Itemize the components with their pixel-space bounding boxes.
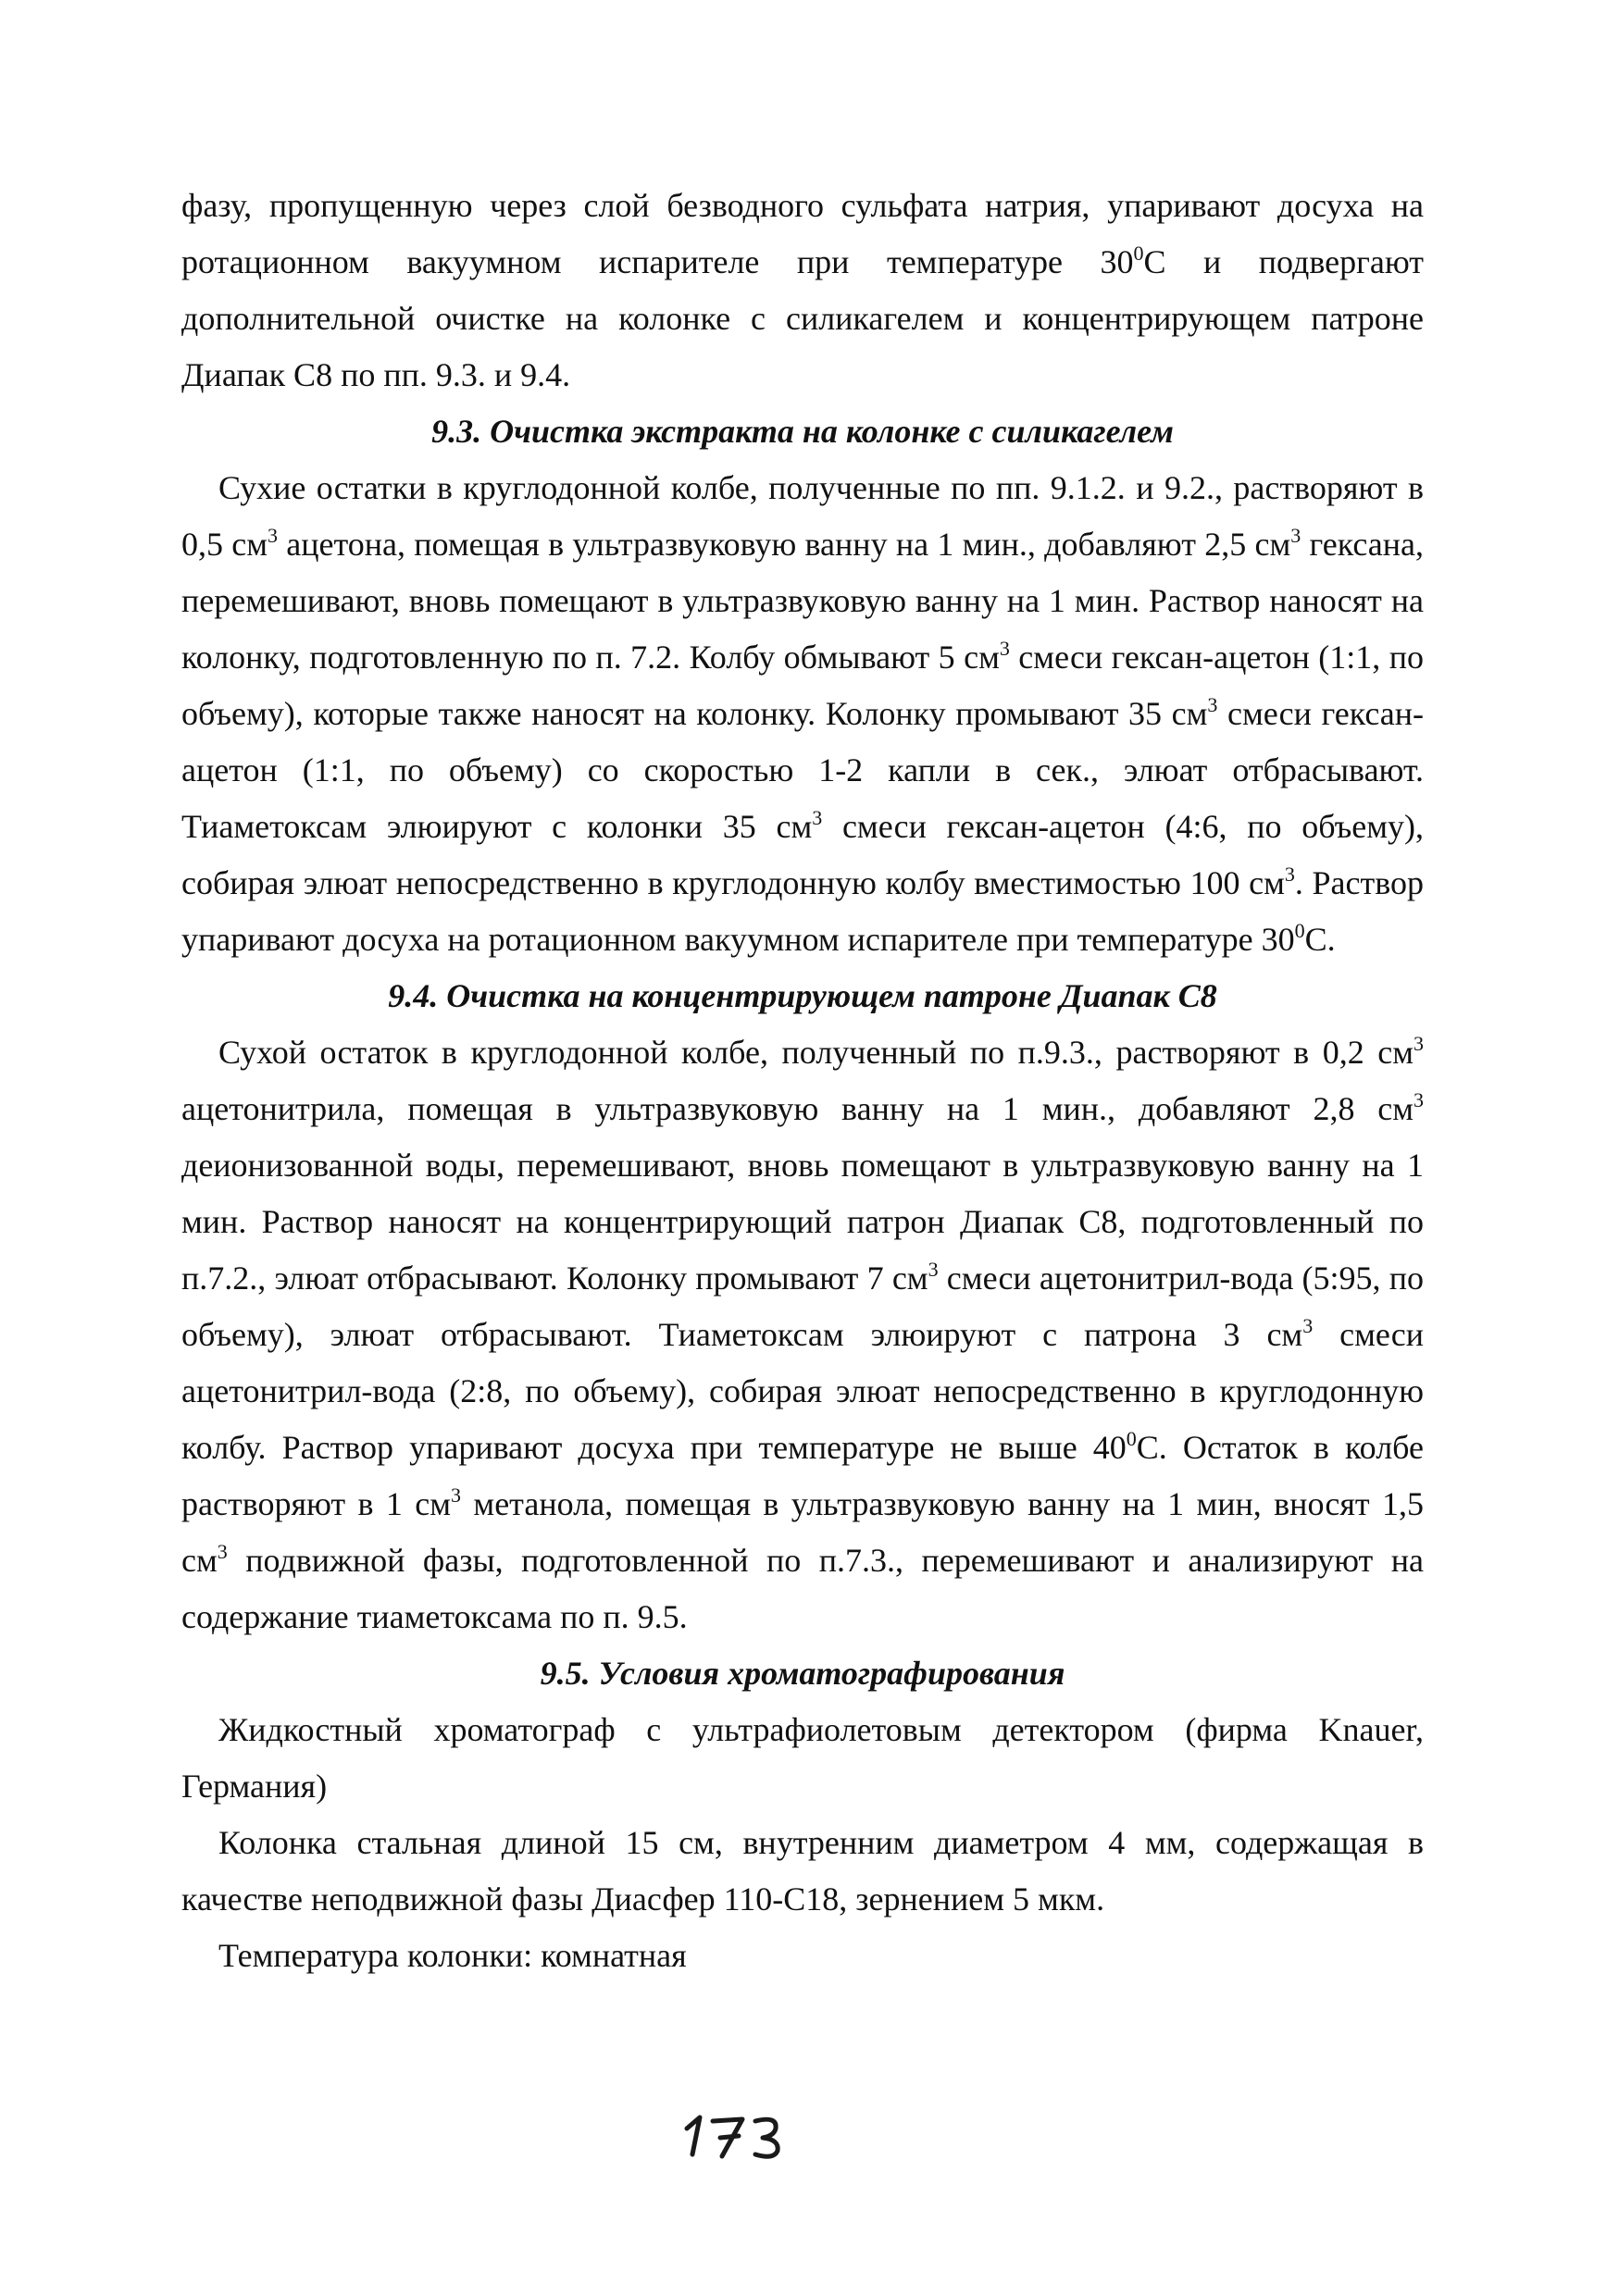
handwritten-page-number-drawing [666,2101,796,2175]
handwritten-page-number [666,2101,796,2175]
paragraph-column: Колонка стальная длиной 15 см, внутренним диаметром 4 мм, содержащая в качестве неподвижной фазы Диасфер 110-С18, зернением 5 мкм. [181,1824,1424,1917]
paragraph-cartridge-cleanup: Сухой остаток в круглодонной колбе, полученный по п.9.3., растворяют в 0,2 $см^3$ ацетонитрила, помещая в ультразвуковую ванну на 1 мин., добавляют 2,8 $см^3$ деионизованной воды, перемешивают, вновь помещают в ультразвуковую ванну на 1 мин. Раствор наносят на концентрирующий патрон Диапак С8, подготовленный по п.7.2., элюат отбрасывают. Колонку промывают 7 $см^3$ смеси ацетонитрил-вода (5:95, по объему), элюат отбрасывают. Тиаметоксам элюируют с патрона 3 $см^3$ смеси ацетонитрил-вода (2:8, по объему), собирая элюат непосредственно в круглодонную колбу. Раствор упаривают досуха при температуре не выше $40^0С$. Остаток в колбе растворяют в 1 $см^3$ метанола, помещая в ультразвуковую ванну на 1 мин, вносят 1,5 $см^3$ подвижной фазы, подготовленной по п.7.3., перемешивают и анализируют на содержание тиаметоксама по п. 9.5. [181,1032,1425,1635]
document-body [181,178,1424,1984]
section-heading-9-3: 9.3. Очистка экстракта на колонке с силикагелем [431,413,1174,450]
paragraph-silica-cleanup: Сухие остатки в круглодонной колбе, полученные по пп. 9.1.2. и 9.2., растворяют в 0,5 $см^3$ ацетона, помещая в ультразвуковую ванну на 1 мин., добавляют 2,5 $см^3$ гексана, перемешивают, вновь помещают в ультразвуковую ванну на 1 мин. Раствор наносят на колонку, подготовленную по п. 7.2. Колбу обмывают 5 $см^3$ смеси гексан-ацетон (1:1, по объему), которые также наносят на колонку. Колонку промывают 35 $см^3$ смеси гексан-ацетон (1:1, по объему) со скоростью 1-2 капли в сек., элюат отбрасывают. Тиаметоксам элюируют с колонки 35 $см^3$ смеси гексан-ацетон (4:6, по объему), собирая элюат непосредственно в круглодонную колбу вместимостью 100 $см^3$. Раствор упаривают досуха на ротационном вакуумном испарителе при температуре $30^0С$. [181,469,1424,958]
paragraph-intro: фазу, пропущенную через слой безводного сульфата натрия, упаривают досуха на ротационном вакуумном испарителе при температуре $30^0С$ и подвергают дополнительной очистке на колонке с силикагелем и концентрирующем патроне Диапак С8 по пп. 9.3. и 9.4. [181,187,1425,393]
paragraph-column-temperature: Температура колонки: комнатная [218,1937,687,1974]
paragraph-chromatograph: Жидкостный хроматограф с ультрафиолетовым детектором (фирма Knauer, Германия) [181,1711,1424,1805]
section-heading-9-5: 9.5. Условия хроматографирования [540,1655,1065,1692]
section-heading-9-4: 9.4. Очистка на концентрирующем патроне Диапак С8 [388,977,1217,1014]
